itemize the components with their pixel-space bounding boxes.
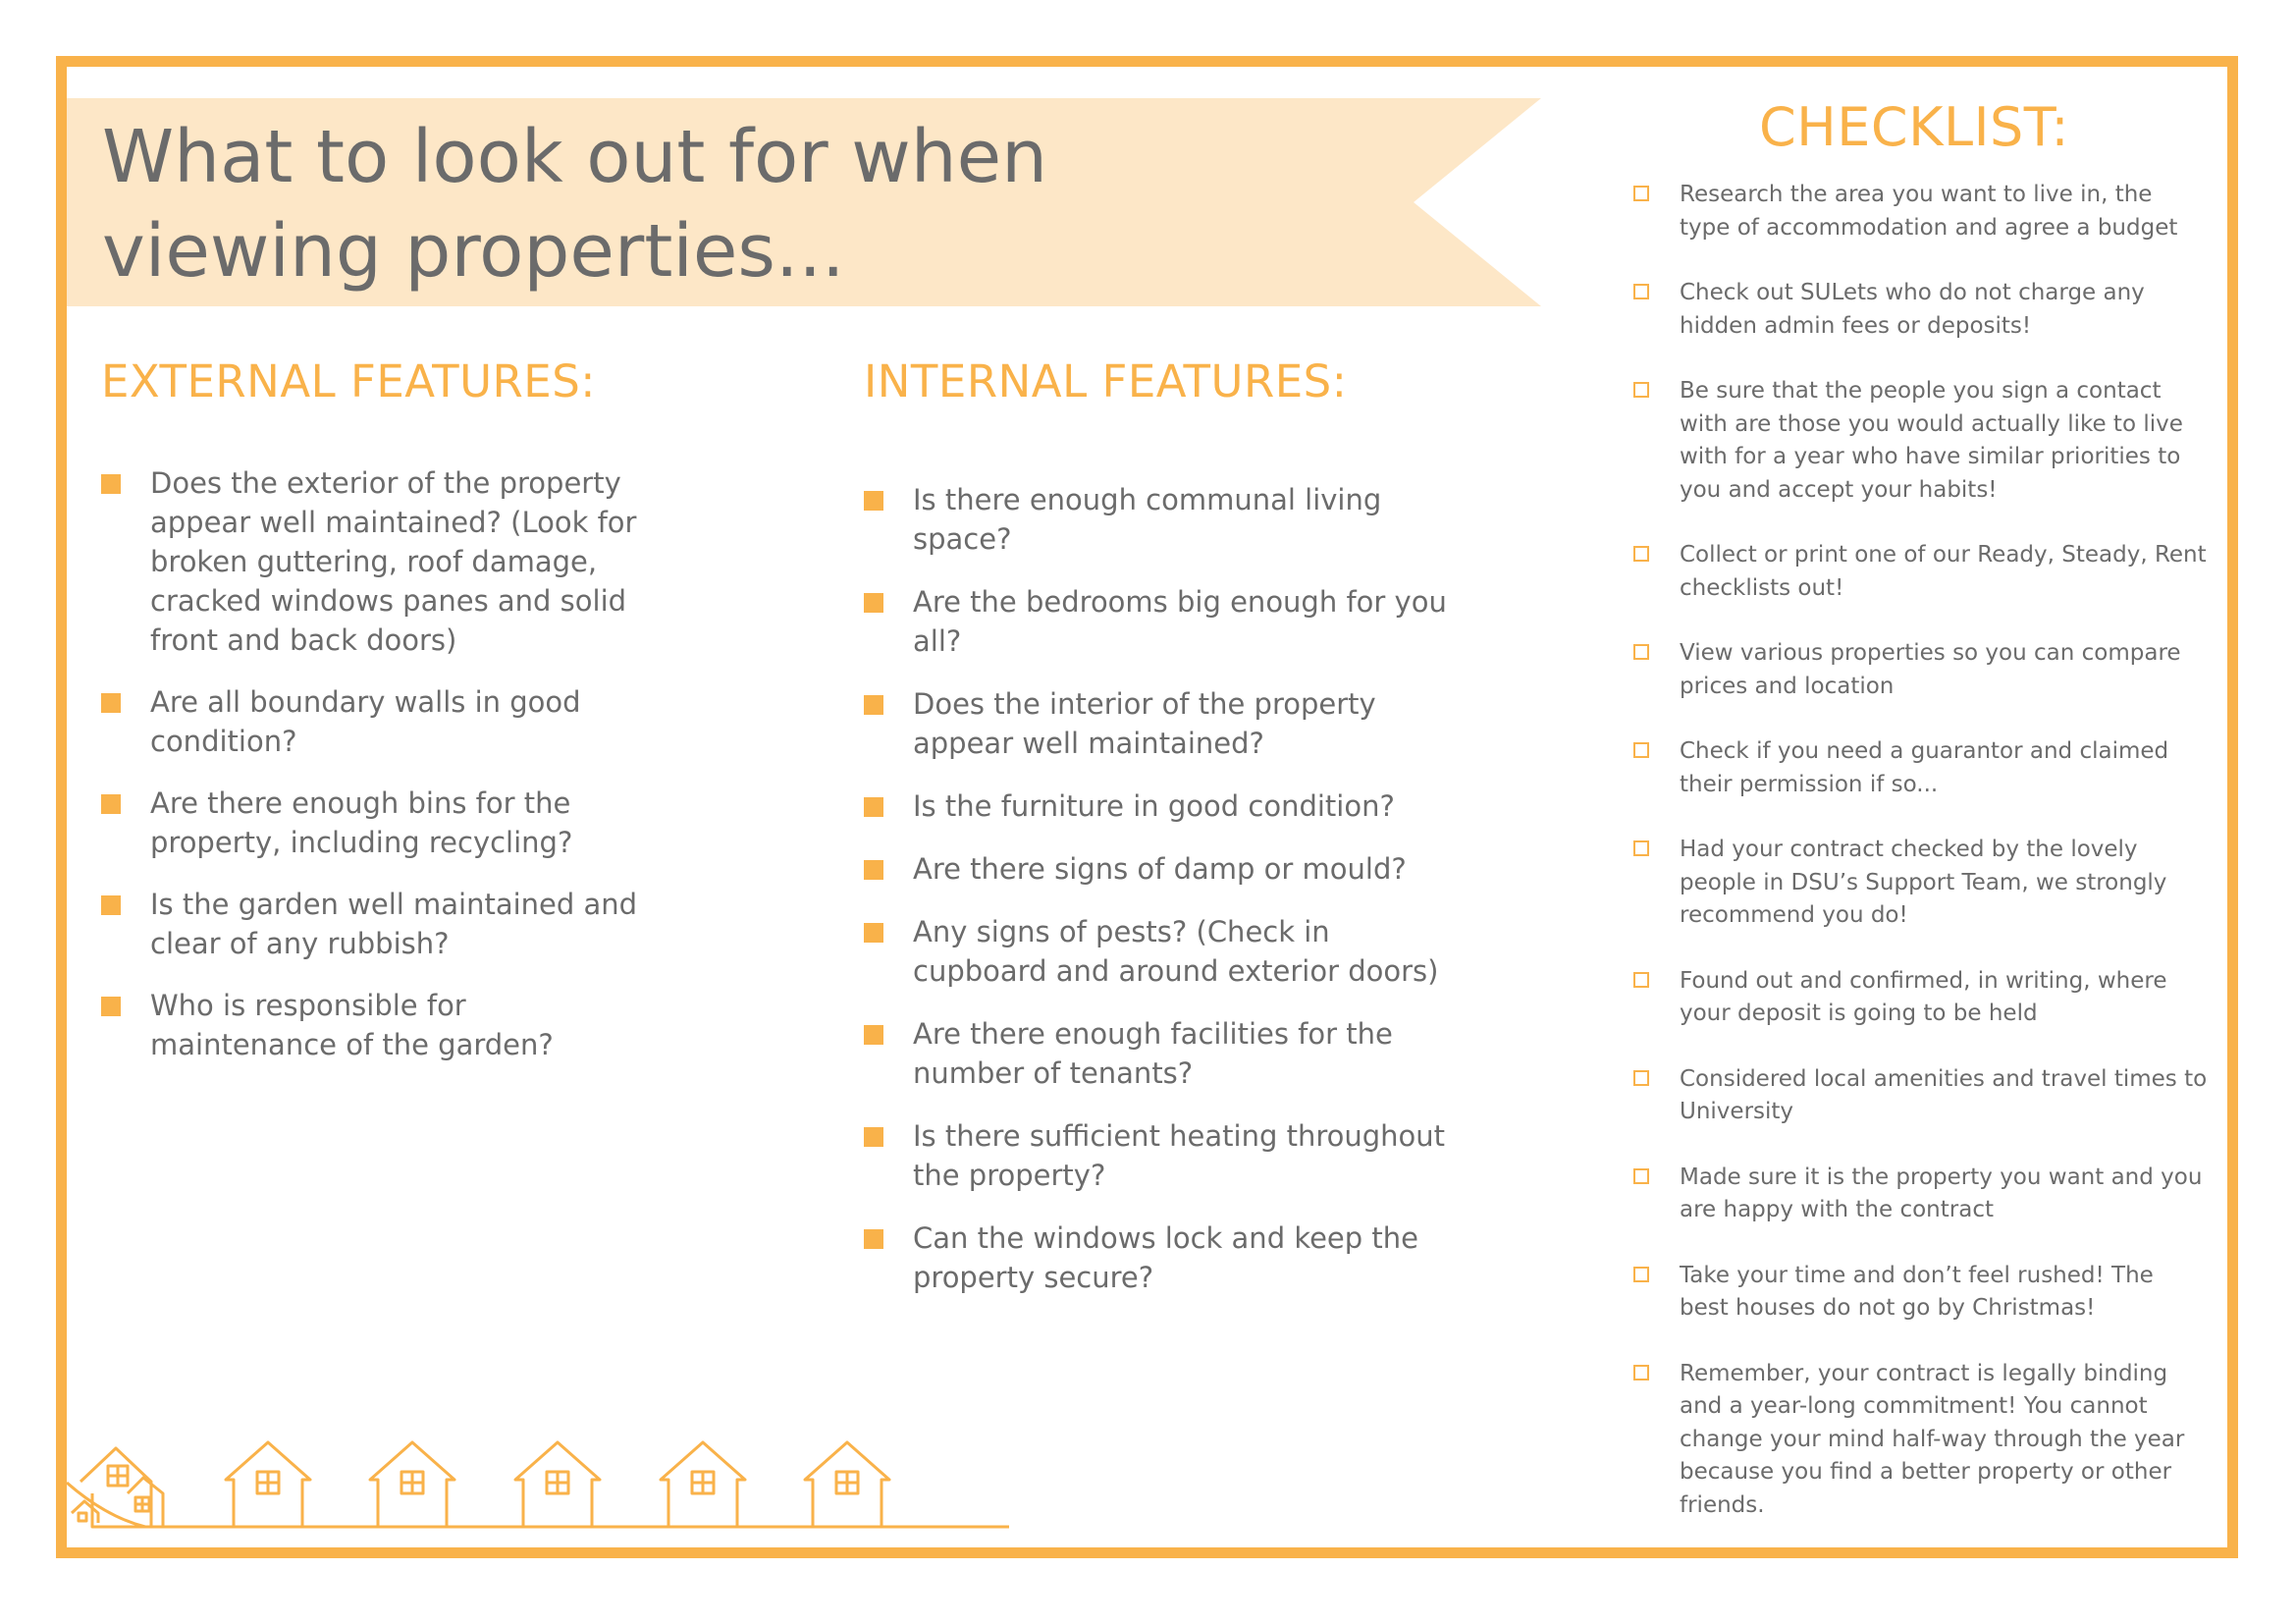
- list-item: [101, 885, 651, 963]
- empty-checkbox-icon: [1633, 1365, 1649, 1380]
- empty-checkbox-icon: [1633, 644, 1649, 660]
- checklist-item-text: Check if you need a guarantor and claimed their permission if so...: [1680, 738, 2169, 797]
- checklist-item: [1633, 1260, 2208, 1326]
- title-banner: [67, 98, 1541, 306]
- list-item-text: Are there enough facilities for the number of tenants?: [913, 1017, 1393, 1090]
- square-bullet-icon: [101, 474, 121, 494]
- internal-features-heading: INTERNAL FEATURES:: [864, 355, 1348, 407]
- checklist-item: [1633, 1358, 2208, 1523]
- house-outline-icon: [226, 1442, 310, 1527]
- checklist-item: [1633, 375, 2208, 507]
- list-item: [864, 1014, 1453, 1093]
- square-bullet-icon: [864, 923, 883, 943]
- list-item: [101, 463, 651, 660]
- list-item-text: Are all boundary walls in good condition?: [150, 685, 581, 758]
- empty-checkbox-icon: [1633, 1168, 1649, 1184]
- checklist-item-text: Had your contract checked by the lovely people in DSU’s Support Team, we strongly recommend you do!: [1680, 837, 2167, 928]
- checklist-item: [1633, 277, 2208, 343]
- list-item: [864, 582, 1453, 661]
- checklist-item-text: Research the area you want to live in, the type of accommodation and agree a budget: [1680, 182, 2178, 241]
- checklist-item-text: Remember, your contract is legally binding and a year-long commitment! You cannot change your mind half-way through the year because you find a better property or other friends.: [1680, 1360, 2185, 1518]
- list-item-text: Are the bedrooms big enough for you all?: [913, 585, 1447, 658]
- external-features-list: [101, 463, 651, 1087]
- internal-features-list: [864, 480, 1453, 1321]
- list-item: [864, 912, 1453, 991]
- list-item: [864, 480, 1453, 559]
- list-item-text: Does the interior of the property appear well maintained?: [913, 687, 1376, 760]
- square-bullet-icon: [864, 695, 883, 715]
- house-outline-icon: [661, 1442, 745, 1527]
- checklist-item-text: Collect or print one of our Ready, Steady, Rent checklists out!: [1680, 542, 2207, 601]
- list-item-text: Is there enough communal living space?: [913, 483, 1382, 556]
- square-bullet-icon: [864, 1127, 883, 1147]
- list-item: [864, 1116, 1453, 1195]
- checklist-item: [1633, 179, 2208, 244]
- page-title: [102, 110, 1047, 298]
- square-bullet-icon: [101, 997, 121, 1016]
- empty-checkbox-icon: [1633, 840, 1649, 856]
- square-bullet-icon: [864, 491, 883, 511]
- ground-line: [67, 1483, 1009, 1527]
- checklist-item: [1633, 965, 2208, 1031]
- empty-checkbox-icon: [1633, 546, 1649, 562]
- square-bullet-icon: [101, 895, 121, 915]
- square-bullet-icon: [101, 794, 121, 814]
- list-item: [864, 1218, 1453, 1297]
- house-outline-icon: [370, 1442, 454, 1527]
- checklist-item-text: Found out and confirmed, in writing, where your deposit is going to be held: [1680, 967, 2167, 1026]
- checklist-item: [1633, 637, 2208, 703]
- house-outline-icon: [805, 1442, 889, 1527]
- page-title-line-2: viewing properties...: [102, 209, 845, 294]
- checklist-item: [1633, 1162, 2208, 1227]
- empty-checkbox-icon: [1633, 1070, 1649, 1086]
- houses-illustration: [67, 1429, 1009, 1537]
- house-outline-icon: [515, 1442, 600, 1527]
- square-bullet-icon: [864, 860, 883, 880]
- square-bullet-icon: [864, 797, 883, 817]
- empty-checkbox-icon: [1633, 1267, 1649, 1282]
- list-item: [101, 986, 651, 1064]
- checklist-item-text: Made sure it is the property you want and you are happy with the contract: [1680, 1164, 2203, 1222]
- checklist-item-text: Be sure that the people you sign a contact with are those you would actually like to live with for a year who have similar priorities to you and accept your habits!: [1680, 378, 2183, 503]
- empty-checkbox-icon: [1633, 742, 1649, 758]
- list-item-text: Are there enough bins for the property, including recycling?: [150, 786, 573, 859]
- empty-checkbox-icon: [1633, 186, 1649, 201]
- list-item-text: Is the garden well maintained and clear of any rubbish?: [150, 888, 638, 960]
- list-item-text: Is there sufficient heating throughout the property?: [913, 1119, 1446, 1192]
- list-item-text: Is the furniture in good condition?: [913, 789, 1395, 823]
- list-item-text: Can the windows lock and keep the property secure?: [913, 1221, 1418, 1294]
- square-bullet-icon: [864, 1229, 883, 1249]
- list-item: [864, 849, 1453, 889]
- square-bullet-icon: [101, 693, 121, 713]
- checklist-list: [1633, 179, 2208, 1554]
- checklist-item: [1633, 1063, 2208, 1129]
- checklist-heading: CHECKLIST:: [1758, 96, 2070, 158]
- list-item-text: Does the exterior of the property appear well maintained? (Look for broken guttering, roof damage, cracked windows panes and solid front and back doors): [150, 466, 637, 657]
- checklist-item: [1633, 834, 2208, 933]
- empty-checkbox-icon: [1633, 972, 1649, 988]
- list-item-text: Are there signs of damp or mould?: [913, 852, 1407, 886]
- page-title-line-1: What to look out for when: [102, 115, 1048, 199]
- list-item: [101, 784, 651, 862]
- empty-checkbox-icon: [1633, 284, 1649, 299]
- checklist-item: [1633, 539, 2208, 605]
- list-item: [864, 684, 1453, 763]
- checklist-item-text: View various properties so you can compare prices and location: [1680, 640, 2181, 699]
- list-item: [101, 682, 651, 761]
- square-bullet-icon: [864, 593, 883, 613]
- checklist-item-text: Check out SULets who do not charge any hidden admin fees or deposits!: [1680, 280, 2145, 339]
- list-item-text: Who is responsible for maintenance of the garden?: [150, 989, 554, 1061]
- list-item: [864, 786, 1453, 826]
- checklist-item-text: Take your time and don’t feel rushed! The best houses do not go by Christmas!: [1680, 1262, 2154, 1321]
- checklist-item-text: Considered local amenities and travel times to University: [1680, 1065, 2208, 1124]
- external-features-heading: EXTERNAL FEATURES:: [101, 355, 596, 407]
- checklist-item: [1633, 735, 2208, 801]
- square-bullet-icon: [864, 1025, 883, 1045]
- empty-checkbox-icon: [1633, 382, 1649, 398]
- list-item-text: Any signs of pests? (Check in cupboard and around exterior doors): [913, 915, 1439, 988]
